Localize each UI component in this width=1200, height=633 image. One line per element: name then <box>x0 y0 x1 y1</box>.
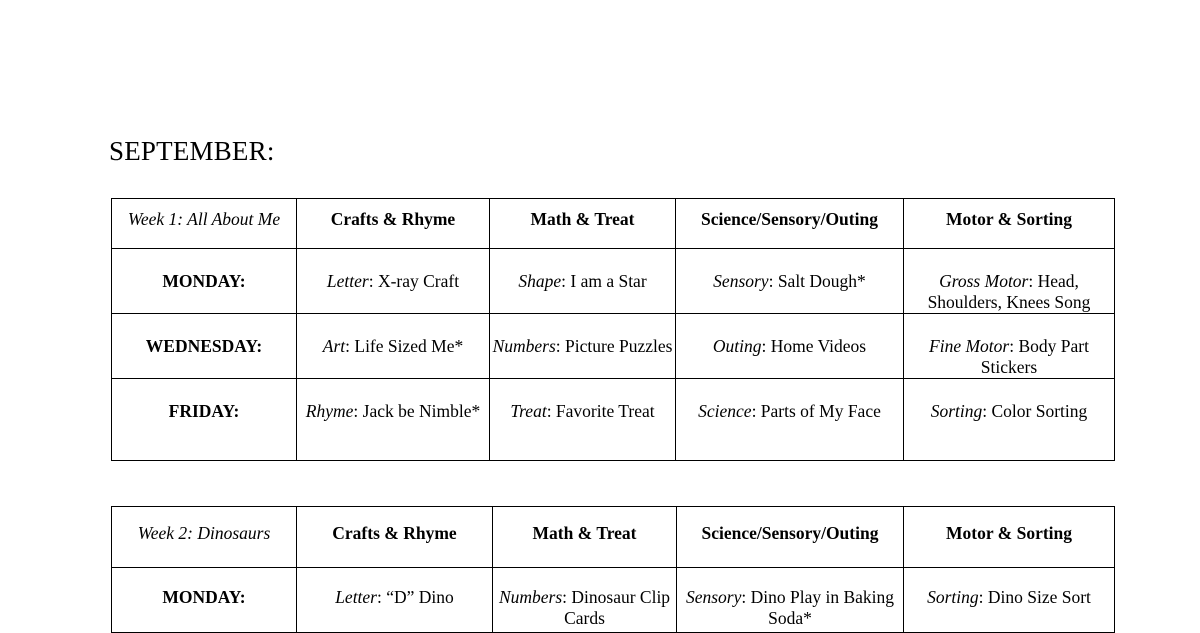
activity-text: : Salt Dough* <box>768 271 866 291</box>
activity-cell <box>297 249 490 314</box>
activity-text: : Body Part Stickers <box>980 336 1089 377</box>
activity-label: Outing <box>712 336 762 356</box>
activity-cell <box>297 379 490 461</box>
activity-cell <box>676 314 904 379</box>
column-header: Science/Sensory/Outing <box>676 199 904 249</box>
activity-cell <box>297 314 490 379</box>
activity-cell <box>904 568 1115 633</box>
activity-text: : “D” Dino <box>377 587 454 607</box>
table-row <box>112 379 1115 461</box>
activity-label: Letter <box>326 271 369 291</box>
column-header: Math & Treat <box>490 199 676 249</box>
activity-label: Gross Motor <box>939 271 1029 291</box>
column-header: Math & Treat <box>493 507 677 568</box>
table-header-row <box>112 507 1115 568</box>
column-header: Crafts & Rhyme <box>297 199 490 249</box>
activity-text: : Jack be Nimble* <box>353 401 481 421</box>
activity-label: Letter <box>335 587 377 607</box>
activity-text: : Picture Puzzles <box>555 336 673 356</box>
activity-cell <box>904 379 1115 461</box>
column-header: Motor & Sorting <box>904 507 1115 568</box>
week-2-table <box>111 506 1115 633</box>
activity-label: Numbers <box>498 587 563 607</box>
activity-label: Sorting <box>930 401 983 421</box>
activity-cell <box>677 568 904 633</box>
week-title: Week 1: All About Me <box>112 199 297 249</box>
activity-label: Numbers <box>492 336 556 356</box>
activity-cell <box>676 249 904 314</box>
activity-cell <box>676 379 904 461</box>
activity-cell <box>490 249 676 314</box>
activity-cell <box>490 379 676 461</box>
activity-text: : Dino Size Sort <box>978 587 1091 607</box>
activity-text: : X-ray Craft <box>368 271 460 291</box>
activity-label: Fine Motor <box>929 336 1010 356</box>
activity-label: Sensory <box>685 587 742 607</box>
activity-cell <box>904 314 1115 379</box>
table-row <box>112 314 1115 379</box>
day-label: MONDAY: <box>112 568 297 633</box>
activity-text: : Home Videos <box>761 336 867 356</box>
activity-text: : Dino Play in Baking Soda* <box>741 587 895 628</box>
week-title: Week 2: Dinosaurs <box>112 507 297 568</box>
activity-label: Art <box>322 336 346 356</box>
activity-cell <box>904 249 1115 314</box>
activity-text: : Life Sized Me* <box>345 336 464 356</box>
table-row <box>112 568 1115 633</box>
day-label: WEDNESDAY: <box>112 314 297 379</box>
activity-cell <box>297 568 493 633</box>
activity-label: Treat <box>510 401 547 421</box>
activity-text: : Favorite Treat <box>546 401 655 421</box>
activity-label: Shape <box>518 271 562 291</box>
activity-cell <box>493 568 677 633</box>
activity-text: : Parts of My Face <box>751 401 881 421</box>
page-heading: SEPTEMBER: <box>109 136 275 166</box>
activity-label: Science <box>698 401 752 421</box>
column-header: Science/Sensory/Outing <box>677 507 904 568</box>
column-header: Motor & Sorting <box>904 199 1115 249</box>
activity-label: Sorting <box>927 587 979 607</box>
activity-text: : Head, Shoulders, Knees Song <box>927 271 1091 312</box>
week-1-table <box>111 198 1115 461</box>
activity-label: Sensory <box>713 271 769 291</box>
activity-text: : Color Sorting <box>982 401 1088 421</box>
day-label: FRIDAY: <box>112 379 297 461</box>
table-header-row <box>112 199 1115 249</box>
activity-cell <box>490 314 676 379</box>
activity-label: Rhyme <box>305 401 354 421</box>
table-row <box>112 249 1115 314</box>
activity-text: : I am a Star <box>561 271 647 291</box>
day-label: MONDAY: <box>112 249 297 314</box>
column-header: Crafts & Rhyme <box>297 507 493 568</box>
activity-text: : Dinosaur Clip Cards <box>562 587 671 628</box>
